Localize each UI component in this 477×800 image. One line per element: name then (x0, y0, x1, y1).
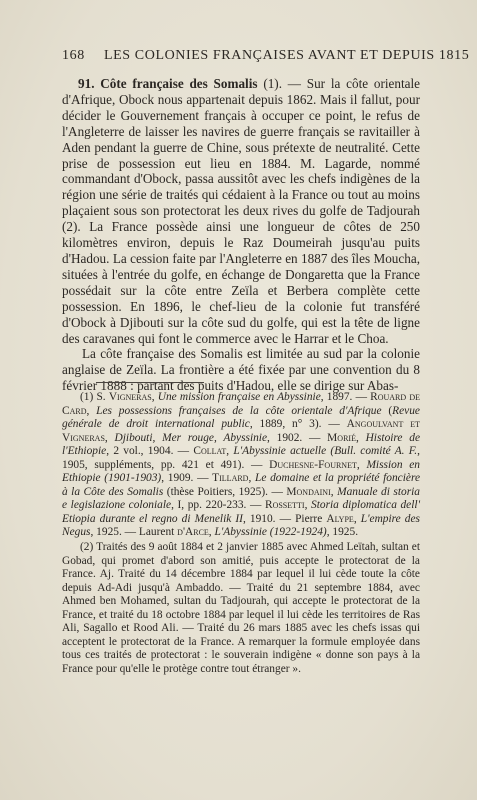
footnote-1-part: , 1925. — Laurent (90, 526, 178, 539)
footnote-1-part: , 1902. — (267, 431, 328, 444)
footnote-1-part: Une mission française en Abyssinie (157, 391, 321, 403)
footnote-1-part: , 1909. — (161, 472, 213, 485)
footnote-1-part: , 1925. (326, 526, 359, 539)
footnote-1-part: , (248, 472, 256, 485)
footnote-1-part: Tillard (212, 472, 249, 485)
footnote-1-part: Storia diplomatica dell' Etiopia durante el regno di Menelik II (62, 499, 421, 525)
footnote-1-part: Vigneras (108, 391, 152, 403)
footnote-2-label: (2) (80, 541, 94, 554)
footnote-1-part: L'Abyssinie (1922-1924) (214, 526, 327, 539)
footnote-1-part: Alype (326, 512, 354, 525)
footnote-ref-1: (1) (263, 76, 279, 91)
footnote-1-part: , (355, 431, 366, 444)
footnote-1-part: (thèse Poitiers, 1925). — (163, 485, 287, 498)
footnote-1-part: , (208, 526, 215, 539)
footnote-1-part: , 2 vol., 1904. — (106, 445, 194, 458)
footnote-1-part: Collat (193, 445, 227, 458)
footnote-1-part: , (304, 499, 312, 512)
footnote-1-part: , (330, 485, 338, 498)
section-title: Côte française des Somalis (100, 76, 258, 91)
footnote-1-part: , (104, 431, 115, 444)
footnotes (62, 391, 420, 676)
footnote-1-part: ( (381, 404, 393, 417)
footnote-1-part: Duchesne-Fournet (269, 458, 357, 471)
footnote-1-part: d'Arce (177, 526, 209, 539)
footnote-1-part: Le domaine et la propriété foncière à la Côte des Somalis (62, 472, 421, 498)
paragraph-1 (62, 76, 420, 346)
footnote-1-part: , 1889, n° 3). — (249, 418, 347, 431)
footnote-2 (62, 541, 420, 676)
footnote-1-part: , 1905, suppléments, pp. 421 et 491). — (62, 445, 420, 471)
footnote-1-part: , (356, 458, 367, 471)
footnote-1-part: Morié (327, 431, 356, 444)
footnote-1-part: S. (96, 391, 109, 403)
footnote-1-label: (1) (80, 391, 94, 403)
footnote-1-part: Histoire de l'Ethiopie (62, 431, 420, 458)
footnote-1-part: L'Abyssinie actuelle (Bull. comité A. F. (233, 445, 418, 458)
running-header (62, 48, 470, 70)
footnote-1-part: Mondaini (286, 485, 331, 498)
footnote-1-part: Angoulvant et Vigneras (62, 418, 420, 444)
footnote-1-part: Mission en Ethiopie (1901-1903) (62, 458, 420, 485)
footnote-1-part: Revue générale de droit international public (62, 404, 420, 431)
footnote-separator (96, 382, 204, 383)
footnote-1-part: , 1910. — Pierre (242, 512, 327, 525)
section-number: 91. (78, 76, 95, 91)
footnote-1-part: , 1897. — (320, 391, 371, 403)
paragraph-2: La côte française des Somalis est limitée au sud par la colonie anglaise de Zeïla. La frontière a été fixée par une convention du 8 février 1888 : partant des puits d'Hadou, elle se dirige sur Abas- (62, 346, 420, 394)
footnote-1-part: Rossetti (264, 499, 305, 512)
footnote-1-part: Djibouti, Mer rouge, Abyssinie (114, 431, 268, 444)
footnote-1-part: , I, pp. 220-233. — (171, 499, 265, 512)
footnote-1-text (62, 391, 420, 538)
footnote-1-part: Rouard de Card (62, 391, 420, 417)
page-number: 168 (62, 48, 85, 63)
footnote-1 (62, 391, 420, 540)
footnote-1-part: , (353, 512, 361, 525)
footnote-1-part: , (151, 391, 158, 403)
paragraph-1-text: . — Sur la côte orientale d'Afrique, Obock nous appartenait depuis 1862. Mais il fallut, pour décider le Gouvernement français à occuper ce point, le refus de l'Angleterre de laisser les navires de guerre français se ravitailler à Aden pendant la guerre de Chine, sous prétexte de neutralité. Cette prise de possession eut lieu en 1884. M. Lagarde, nommé commandant d'Obock, passa aussitôt avec les chefs indigènes de la région une série de traités qui cédaient à la France ou tout au moins plaçaient sous son protectorat les deux rives du golfe de Tadjourah (2). La France possède ainsi une longueur de côtes de 250 kilomètres environ, depuis le Raz Doumeirah jusqu'au puits d'Hadou. La cession faite par l'Angleterre en 1887 des îles Moucha, situées à l'entrée du golfe, en échange de Dongaretta que la France possédait sur la côte entre Zeïla et Berbera complète cette possession. En 1896, le chef-lieu de la colonie fut transféré d'Obock à Djibouti sur la côte sud du golfe, qui est la tête de ligne des caravanes qui font le commerce avec le Harrar et le Choa. (62, 76, 421, 346)
footnote-1-part: , (226, 445, 234, 458)
footnote-1-part: Les possessions françaises de la côte orientale d'Afrique (96, 404, 382, 417)
footnote-1-part: , (86, 404, 97, 417)
running-title: LES COLONIES FRANÇAISES AVANT ET DEPUIS 1815 (104, 48, 470, 63)
main-text (62, 76, 420, 394)
footnote-1-part: Manuale di storia e legislazione coloniale (62, 485, 420, 512)
footnote-2-text: Traités des 9 août 1884 et 2 janvier 1885 avec Ahmed Leïtah, sultan et Gobad, qui promet d'abord son amitié, puis accepte le protectorat de la France. Aj. Traité du 14 décembre 1884 par lequel il lui cède toute la côte depuis Ad-Adi jusqu'à Ambaddo. — Traité du 21 septembre 1884, avec Ahmed ben Mohamed, sultan du Tadjourah, qui accepte le protectorat de la France, et traité du 18 octobre 1884 par lequel il lui cède les territoires de Ras Ali, Sagallo et Rood Ali. — Traité du 26 mars 1885 avec les chefs issas qui acceptent le protectorat de la France. A remarquer la formule employée dans tous ces traités de protectorat : le souverain indigène « donne son pays à la France pour qu'elle le protège contre tout étranger ». (62, 541, 420, 675)
footnote-1-part: L'empire des Negus (62, 512, 420, 539)
